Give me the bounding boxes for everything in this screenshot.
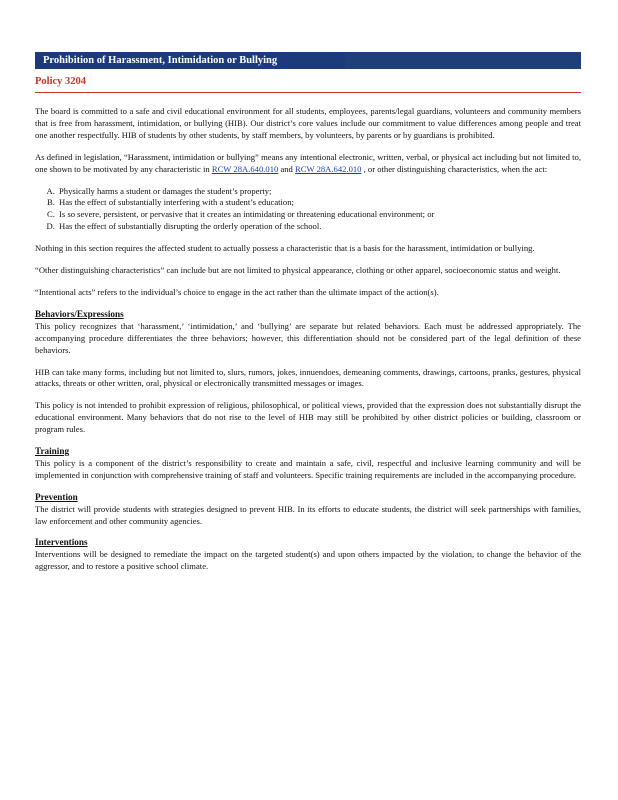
- intro-paragraph-5: “Intentional acts” refers to the individual’s choice to engage in the act rather than the ultimate impact of the action(s).: [35, 286, 439, 297]
- rcw-link-1[interactable]: RCW 28A.640.010: [211, 163, 279, 174]
- definition-text-mid: and: [278, 163, 296, 174]
- intro-paragraph-4: “Other distinguishing characteristics” can include but are not limited to physical appearance, clothing or other apparel, socioeconomic status and weight.: [35, 265, 561, 276]
- page-title: Prohibition of Harassment, Intimidation or Bullying: [35, 52, 345, 69]
- training-paragraph: This policy is a component of the district’s responsibility to create and maintain a safe, civil, respectful and inclusive learning community and will be implemented in conjunction with comprehensive training of staff and volunteers. Specific training requirements are included in the accompanying procedure.: [35, 457, 581, 480]
- behaviors-paragraph-2: HIB can take many forms, including but not limited to, slurs, rumors, jokes, innuendoes, demeaning comments, drawings, cartoons, pranks, gestures, physical attacks, threats or other written, oral, physical or electronically transmitted messages or images.: [35, 366, 581, 389]
- behaviors-paragraph-3: This policy is not intended to prohibit expression of religious, philosophical, or political views, provided that the expression does not substantially disrupt the educational environment. Many behaviors that do not rise to the level of HIB may still be prohibited by other district policies or building, classroom or program rules.: [35, 400, 581, 435]
- list-item: C. Is so severe, persistent, or pervasive that it creates an intimidating or threatening educational environment; or: [57, 209, 581, 221]
- definition-text-start: As defined in legislation, “Harassment, intimidation or bullying” means any intentional electronic, written, verbal, or physical act including but not limited to, one shown to be motivated by any characteristic in: [35, 151, 581, 174]
- behaviors-paragraph-1: This policy recognizes that ‘harassment,’ ‘intimidation,’ and ‘bullying’ are separate but related behaviors. Each must be addressed appropriately. The accompanying procedure differentiates the three behaviors; however, this differentiation should not be considered part of the legal definition of these behaviors.: [35, 320, 581, 355]
- list-item: D. Has the effect of substantially disrupting the orderly operation of the school.: [57, 221, 581, 233]
- section-heading-interventions: Interventions: [35, 537, 88, 548]
- intro-paragraph-2: [35, 152, 581, 176]
- intro-paragraph-1: The board is committed to a safe and civil educational environment for all students, employees, parents/legal guardians, volunteers and community members that is free from harassment, intimidation, or bullying (HIB). Our district’s core values include our commitment to value differences among people and treat one another respectfully. HIB of students by other students, by staff members, by volunteers, by parents or by guardians is prohibited.: [35, 106, 581, 140]
- definition-list: [35, 186, 581, 234]
- policy-body: [35, 106, 581, 583]
- section-heading-training: Training: [35, 446, 70, 457]
- definition-text-end: , or other distinguishing characteristics, when the act:: [361, 163, 548, 174]
- list-item: A. Physically harms a student or damages the student’s property;: [57, 186, 581, 198]
- section-heading-prevention: Prevention: [35, 491, 78, 502]
- policy-divider: [35, 92, 581, 93]
- intro-paragraph-3: Nothing in this section requires the affected student to actually possess a characteristic that is a basis for the harassment, intimidation or bullying.: [35, 243, 535, 254]
- interventions-paragraph: Interventions will be designed to remediate the impact on the targeted student(s) and upon others impacted by the violation, to change the behavior of the aggressor, and to restore a positive school climate.: [35, 549, 581, 572]
- list-item: B. Has the effect of substantially interfering with a student’s education;: [57, 197, 581, 209]
- rcw-link-2[interactable]: RCW 28A.642.010: [295, 163, 362, 174]
- section-heading-behaviors: Behaviors/Expressions: [35, 308, 124, 319]
- policy-number: Policy 3204: [35, 76, 87, 87]
- prevention-paragraph: The district will provide students with strategies designed to prevent HIB. In its efforts to educate students, the district will seek partnerships with families, law enforcement and other community agencies.: [35, 503, 581, 526]
